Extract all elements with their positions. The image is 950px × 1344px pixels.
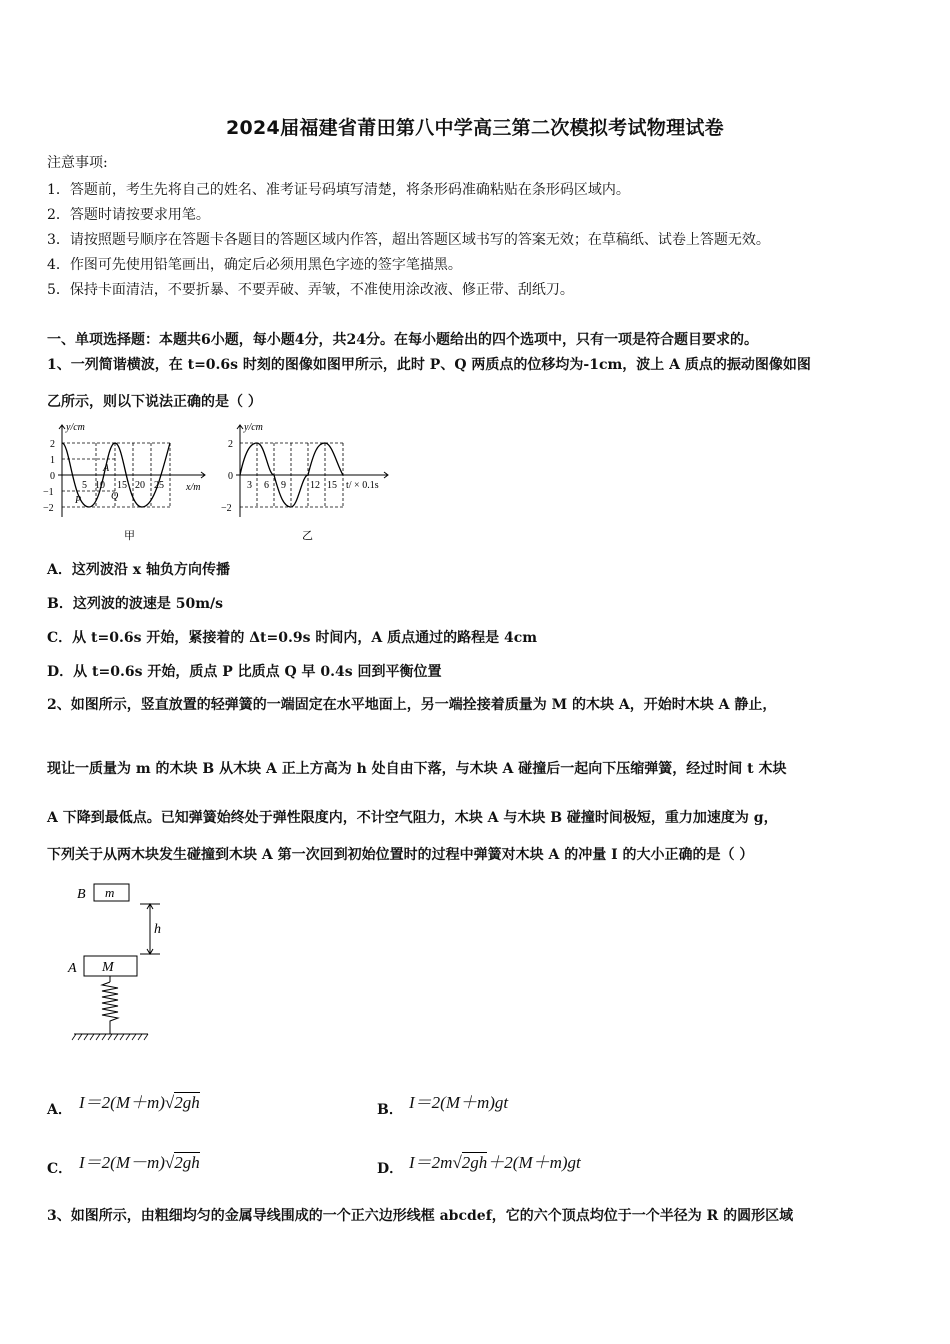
formula-text: I＝2(M＋m)gt bbox=[409, 1093, 509, 1112]
wave-graph-jia bbox=[40, 417, 215, 542]
axis-label: x/m bbox=[186, 482, 201, 493]
block-label: M bbox=[102, 960, 114, 975]
answer-option: B．这列波的波速是 50m/s bbox=[47, 596, 223, 612]
block-label: m bbox=[105, 885, 115, 900]
tick-label: 2 bbox=[50, 439, 55, 450]
notice-item: 4．作图可先使用铅笔画出，确定后必须用黑色字迹的签字笔描黑。 bbox=[47, 257, 462, 273]
exam-title: 2024届福建省莆田第八中学高三第二次模拟考试物理试卷 bbox=[226, 117, 724, 139]
figure-caption: 甲 bbox=[124, 530, 135, 542]
block-label: B bbox=[77, 887, 86, 902]
question-1-text: 乙所示，则以下说法正确的是（ ） bbox=[47, 394, 262, 410]
sqrt-sign: √ bbox=[164, 1093, 175, 1112]
tick-label: 15 bbox=[327, 480, 337, 491]
axis-label: y/cm bbox=[66, 422, 85, 433]
tick-label: −1 bbox=[43, 487, 54, 498]
block-label: A bbox=[68, 961, 77, 976]
formula-radicand: 2gh bbox=[174, 1153, 200, 1172]
answer-option: D．从 t=0.6s 开始，质点 P 比质点 Q 早 0.4s 回到平衡位置 bbox=[47, 664, 442, 680]
question-2-text: 现让一质量为 m 的木块 B 从木块 A 正上方高为 h 处自由下落，与木块 A 碰撞后一起向下压缩弹簧，经过时间 t 木块 bbox=[47, 761, 787, 777]
point-label: A bbox=[103, 463, 110, 474]
option-formula bbox=[79, 1148, 200, 1173]
question-1-text: 1、一列简谐横波，在 t=0.6s 时刻的图像如图甲所示，此时 P、Q 两质点的位移均为-1cm，波上 A 质点的振动图像如图 bbox=[47, 357, 811, 373]
spring-block-figure bbox=[62, 878, 182, 1046]
formula-text: I＝2m bbox=[409, 1153, 453, 1172]
option-label: D． bbox=[377, 1161, 404, 1177]
formula-text: I＝2(M－m) bbox=[79, 1153, 165, 1172]
point-label: Q bbox=[111, 491, 119, 502]
option-formula bbox=[79, 1088, 200, 1113]
sqrt-sign: √ bbox=[164, 1153, 175, 1172]
tick-label: −2 bbox=[43, 503, 54, 514]
answer-option: A．这列波沿 x 轴负方向传播 bbox=[47, 562, 230, 578]
tick-label: 1 bbox=[50, 455, 55, 466]
option-formula bbox=[409, 1088, 508, 1113]
tick-label: 2 bbox=[228, 439, 233, 450]
question-2-text: A 下降到最低点。已知弹簧始终处于弹性限度内，不计空气阻力，木块 A 与木块 B 碰撞时间极短，重力加速度为 g， bbox=[47, 810, 778, 826]
height-label: h bbox=[154, 922, 161, 937]
tick-label: 0 bbox=[228, 471, 233, 482]
question-2-text: 2、如图所示，竖直放置的轻弹簧的一端固定在水平地面上，另一端拴接着质量为 M 的木块 A，开始时木块 A 静止， bbox=[47, 697, 777, 713]
formula-text: I＝2(M＋m) bbox=[79, 1093, 165, 1112]
tick-label: −2 bbox=[221, 503, 232, 514]
figure-caption: 乙 bbox=[302, 530, 313, 542]
notice-item: 1．答题前，考生先将自己的姓名、准考证号码填写清楚，将条形码准确粘贴在条形码区域内。 bbox=[47, 182, 630, 198]
tick-label: 5 bbox=[82, 480, 87, 491]
notice-item: 5．保持卡面清洁，不要折暴、不要弄破、弄皱，不准使用涂改液、修正带、刮纸刀。 bbox=[47, 282, 574, 298]
option-label: B． bbox=[377, 1102, 403, 1118]
option-formula bbox=[409, 1148, 581, 1173]
tick-label: 6 bbox=[264, 480, 269, 491]
tick-label: 20 bbox=[135, 480, 145, 491]
question-2-text: 下列关于从两木块发生碰撞到木块 A 第一次回到初始位置时的过程中弹簧对木块 A 的冲量 I 的大小正确的是（ ） bbox=[47, 847, 754, 863]
tick-label: 15 bbox=[117, 480, 127, 491]
tick-label: 9 bbox=[281, 480, 286, 491]
formula-radicand: 2gh bbox=[461, 1153, 488, 1172]
notice-item: 3．请按照题号顺序在答题卡各题目的答题区域内作答，超出答题区域书写的答案无效；在草稿纸、试卷上答题无效。 bbox=[47, 232, 770, 248]
point-label: P bbox=[75, 495, 82, 506]
tick-label: 3 bbox=[247, 480, 252, 491]
axis-label: t/ × 0.1s bbox=[346, 480, 379, 491]
formula-radicand: 2gh bbox=[174, 1093, 200, 1112]
notice-heading: 注意事项: bbox=[47, 155, 108, 171]
sqrt-sign: √ bbox=[452, 1153, 462, 1172]
tick-label: 10 bbox=[95, 480, 105, 491]
vibration-graph-yi bbox=[218, 417, 398, 542]
option-label: A． bbox=[47, 1102, 72, 1118]
option-label: C． bbox=[47, 1161, 73, 1177]
tick-label: 12 bbox=[310, 480, 320, 491]
tick-label: 0 bbox=[50, 471, 55, 482]
question-3-text: 3、如图所示，由粗细均匀的金属导线围成的一个正六边形线框 abcdef，它的六个顶点均位于一个半径为 R 的圆形区域 bbox=[47, 1208, 794, 1224]
section-heading: 一、单项选择题：本题共6小题，每小题4分，共24分。在每小题给出的四个选项中，只有一项是符合题目要求的。 bbox=[47, 332, 758, 348]
tick-label: 25 bbox=[154, 480, 164, 491]
notice-item: 2．答题时请按要求用笔。 bbox=[47, 207, 210, 223]
answer-option: C．从 t=0.6s 开始，紧接着的 Δt=0.9s 时间内，A 质点通过的路程是 4cm bbox=[47, 630, 538, 646]
formula-text: ＋2(M＋m)gt bbox=[487, 1153, 581, 1172]
axis-label: y/cm bbox=[244, 422, 263, 433]
